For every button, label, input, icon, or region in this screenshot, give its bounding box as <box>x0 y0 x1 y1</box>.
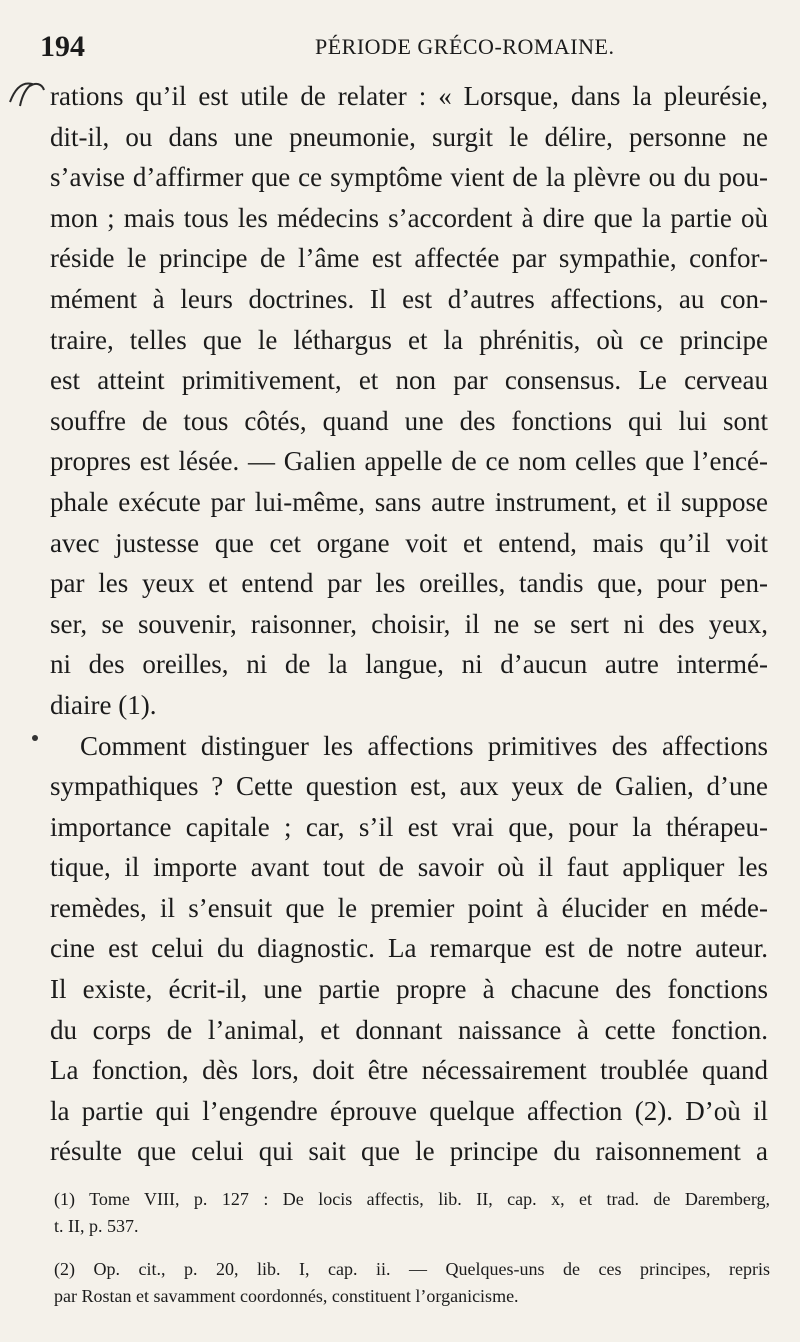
text-line: la partie qui l’engendre éprouve quelque affection (2). D’où il <box>50 1095 768 1126</box>
text-line: Il existe, écrit-il, une partie propre à chacune des fonctions <box>50 974 768 1005</box>
text-line: traire, telles que le léthargus et la phrénitis, où ce principe <box>50 324 768 355</box>
text-line: rations qu’il est utile de relater : « Lorsque, dans la pleurésie, <box>50 81 768 111</box>
text-line: propres est lésée. — Galien appelle de ce nom celles que l’encé- <box>50 446 768 477</box>
text-line: dit-il, ou dans une pneumonie, surgit le délire, personne ne <box>50 121 768 152</box>
text-line: est atteint primitivement, et non par consensus. Le cerveau <box>50 365 768 396</box>
margin-dot-mark <box>30 733 40 743</box>
text-line: importance capitale ; car, s’il est vrai que, pour la thérapeu- <box>50 811 768 842</box>
text-line: par les yeux et entend par les oreilles, tandis que, pour pen- <box>50 568 768 599</box>
footnote-line: par Rostan et savamment coordonnés, constituent l’organicisme. <box>54 1286 519 1306</box>
text-line: ni des oreilles, ni de la langue, ni d’aucun autre intermé- <box>50 649 768 680</box>
text-line: Comment distinguer les affections primitives des affections <box>80 730 768 761</box>
body-text <box>50 76 768 1172</box>
text-line: souffre de tous côtés, quand une des fonctions qui lui sont <box>50 405 768 436</box>
text-line: mément à leurs doctrines. Il est d’autres affections, au con- <box>50 283 768 314</box>
text-line: sympathiques ? Cette question est, aux yeux de Galien, d’une <box>50 771 768 802</box>
text-line: résulte que celui qui sait que le principe du raisonnement a <box>50 1136 768 1167</box>
text-line: réside le principe de l’âme est affectée par sympathie, confor- <box>50 243 768 274</box>
page-header <box>40 28 770 68</box>
footnotes <box>54 1186 770 1310</box>
text-line: du corps de l’animal, et donnant naissance à cette fonction. <box>50 1014 768 1045</box>
text-line: mon ; mais tous les médecins s’accordent à dire que la partie où <box>50 202 768 233</box>
text-line: avec justesse que cet organe voit et entend, mais qu’il voit <box>50 527 768 558</box>
handwritten-margin-mark <box>6 76 46 112</box>
text-line: phale exécute par lui-même, sans autre instrument, et il suppose <box>50 486 768 517</box>
footnote-line: (2) Op. cit., p. 20, lib. I, cap. ii. — Quelques-uns de ces principes, repris <box>54 1259 770 1279</box>
text-line: diaire (1). <box>50 689 157 720</box>
text-line: cine est celui du diagnostic. La remarque est de notre auteur. <box>50 933 768 964</box>
footnote-line: (1) Tome VIII, p. 127 : De locis affectis, lib. II, cap. x, et trad. de Daremberg, <box>54 1189 770 1209</box>
text-line: s’avise d’affirmer que ce symptôme vient de la plèvre ou du pou- <box>50 162 768 193</box>
text-line: ser, se souvenir, raisonner, choisir, il ne se sert ni des yeux, <box>50 608 768 639</box>
running-title: PÉRIODE GRÉCO-ROMAINE. <box>315 34 615 59</box>
text-line: remèdes, il s’ensuit que le premier point à élucider en méde- <box>50 892 768 923</box>
page-number: 194 <box>40 30 85 63</box>
footnote-line: t. II, p. 537. <box>54 1216 139 1236</box>
text-line: tique, il importe avant tout de savoir où il faut appliquer les <box>50 852 768 883</box>
text-line: La fonction, dès lors, doit être nécessairement troublée quand <box>50 1055 768 1086</box>
